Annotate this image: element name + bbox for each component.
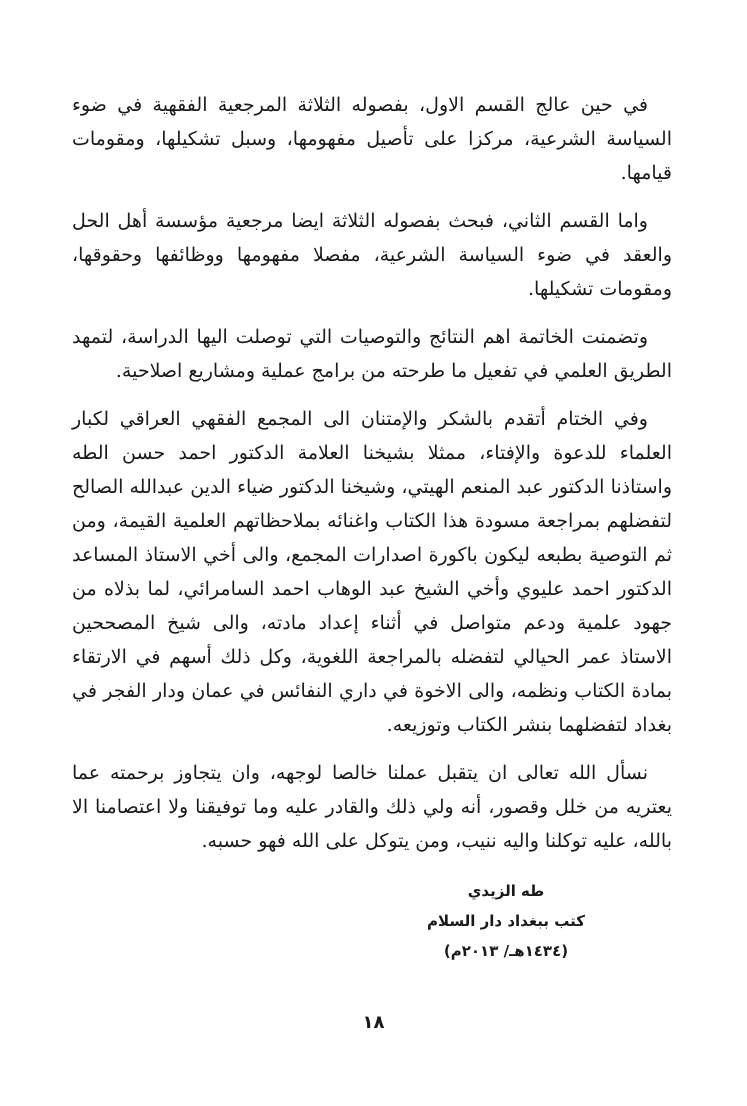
- page-number: ١٨: [362, 1012, 385, 1033]
- paragraph-conclusion: وتضمنت الخاتمة اهم النتائج والتوصيات التي توصلت اليها الدراسة، لتمهد الطريق العلمي في تفعيل ما طرحته من برامج عملية ومشاريع اصلاحية.: [72, 326, 672, 382]
- signature-place: كتب ببغداد دار السلام: [426, 912, 585, 930]
- paragraph-closing-prayer: نسأل الله تعالى ان يتقبل عملنا خالصا لوجهه، وان يتجاوز برحمته عما يعتريه من خلل وقصور، أنه ولي ذلك والقادر عليه وما توفيقنا ولا اعتصامنا الا بالله، عليه توكلنا واليه ننيب، ومن يتوكل على الله فهو حسبه.: [72, 762, 672, 852]
- signature-block: [396, 876, 616, 966]
- paragraph-section-two: واما القسم الثاني، فبحث بفصوله الثلاثة ايضا مرجعية مؤسسة أهل الحل والعقد في ضوء السياسة الشرعية، مفصلا مفهومها ووظائفها وحقوقها، ومقومات تشكيلها.: [72, 210, 672, 300]
- document-page: [72, 88, 672, 966]
- signature-author: طه الزيدي: [467, 882, 545, 900]
- paragraph-acknowledgements: وفي الختام أتقدم بالشكر والإمتنان الى المجمع الفقهي العراقي لكبار العلماء للدعوة والإفتاء، ممثلا بشيخنا العلامة الدكتور احمد حسن الطه واستاذنا الدكتور عبد المنعم الهيتي، وشيخنا الدكتور ضياء الدين عبدالله الصالح لتفضلهم بمراجعة مسودة هذا الكتاب واغنائه بملاحظاتهم العلمية القيمة، ومن ثم التوصية بطبعه ليكون باكورة اصدارات المجمع، والى أخي الاستاذ المساعد الدكتور احمد عليوي وأخي الشيخ عبد الوهاب احمد السامرائي، لما بذلاه من جهود علمية ودعم متواصل في أثناء إعداد مادته، والى شيخ المصححين الاستاذ عمر الحيالي لتفضله بالمراجعة اللغوية، وكل ذلك أسهم في الارتقاء بمادة الكتاب ونظمه، والى الاخوة في داري النفائس في عمان ودار الفجر في بغداد لتفضلهما بنشر الكتاب وتوزيعه.: [72, 408, 672, 736]
- paragraph-section-one: في حين عالج القسم الاول، بفصوله الثلاثة المرجعية الفقهية في ضوء السياسة الشرعية، مركزا على تأصيل مفهومها، وسبل تشكيلها، ومقومات قيامها.: [72, 94, 672, 184]
- signature-date: (١٤٣٤هـ/ ٢٠١٣م): [443, 942, 569, 960]
